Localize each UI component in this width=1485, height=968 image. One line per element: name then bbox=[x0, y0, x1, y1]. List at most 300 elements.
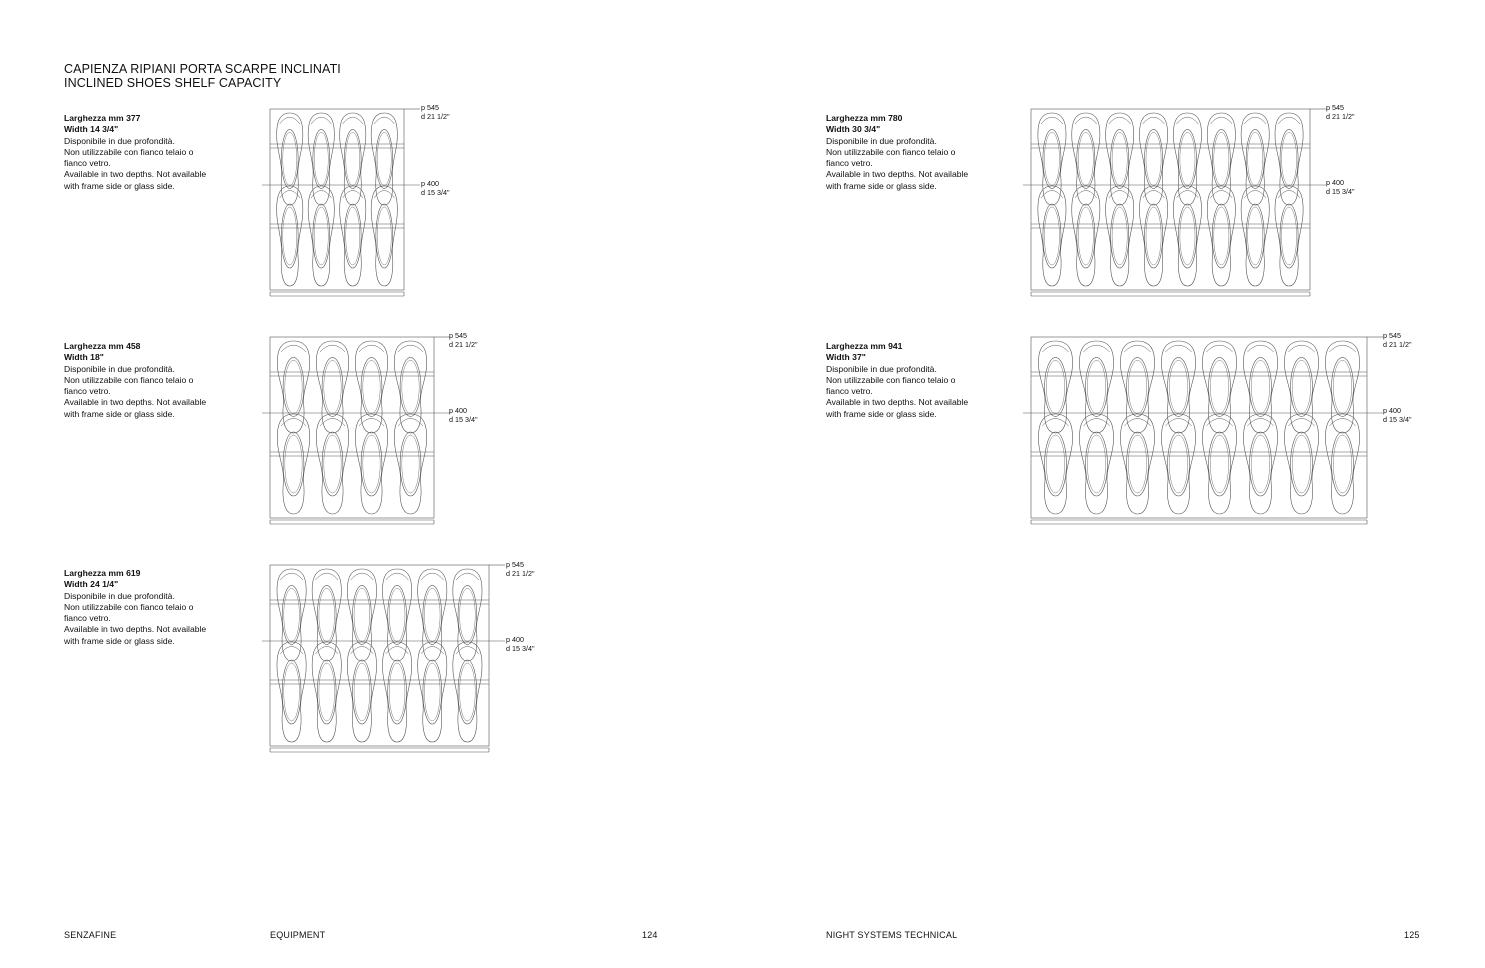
shelf-frame bbox=[1031, 109, 1310, 290]
shoe-sole bbox=[1202, 414, 1236, 514]
shoe-opening bbox=[1291, 358, 1313, 417]
dimension-p: p 545 bbox=[1383, 331, 1401, 340]
shelf-title-it: Larghezza mm 941 bbox=[826, 341, 903, 351]
shoe-sole bbox=[1284, 414, 1318, 514]
shoe-sole bbox=[340, 186, 366, 286]
shelf-note: Disponibile in due profondità. bbox=[826, 363, 937, 374]
shoe-outline bbox=[1241, 186, 1269, 286]
shoe-opening bbox=[1045, 358, 1067, 417]
shoe-opening bbox=[282, 660, 301, 724]
dimension-d: d 15 3/4" bbox=[1383, 414, 1412, 424]
dimension-p: p 545 bbox=[449, 331, 467, 340]
shoe-opening bbox=[322, 358, 343, 417]
shoe-sole bbox=[382, 642, 411, 742]
shoe-opening bbox=[400, 432, 421, 496]
shoe-sole bbox=[1038, 414, 1072, 514]
shoe-sole bbox=[418, 569, 447, 661]
shoe-insole bbox=[1333, 435, 1351, 493]
shoe-outline bbox=[1202, 414, 1236, 514]
shoe-opening bbox=[1077, 204, 1095, 268]
shoe-opening bbox=[388, 660, 407, 724]
shoe-insole bbox=[1146, 132, 1161, 185]
shoe-opening bbox=[313, 204, 330, 268]
shelf-note: with frame side or glass side. bbox=[826, 180, 937, 191]
shelf-note: with frame side or glass side. bbox=[64, 180, 175, 191]
shoe-insole bbox=[324, 435, 341, 493]
shoe-opening bbox=[1178, 204, 1196, 268]
shoe-outline bbox=[1139, 186, 1167, 286]
shoe-toe bbox=[421, 573, 444, 580]
shoe-insole bbox=[1180, 207, 1195, 265]
shoe-insole bbox=[1087, 360, 1105, 413]
shoe-toe bbox=[1124, 345, 1150, 352]
shoe-sole bbox=[1243, 414, 1277, 514]
shoe-toe bbox=[351, 573, 374, 580]
shoe-opening bbox=[1291, 432, 1313, 496]
shoe-sole bbox=[1038, 341, 1072, 433]
shoe-insole bbox=[1251, 360, 1269, 413]
shelf-941-drawing bbox=[1023, 332, 1385, 530]
shoe-insole bbox=[377, 132, 391, 185]
shoe-outline bbox=[394, 414, 426, 514]
shoe-sole bbox=[1207, 186, 1235, 286]
shoe-outline bbox=[1072, 186, 1100, 286]
shoe-insole bbox=[285, 435, 302, 493]
shoe-insole bbox=[346, 132, 360, 185]
shelf-title-it: Larghezza mm 780 bbox=[826, 113, 903, 123]
shoe-sole bbox=[1284, 341, 1318, 433]
shoe-sole bbox=[308, 186, 334, 286]
shoe-insole bbox=[1281, 132, 1296, 185]
shelf-note: Disponibile in due profondità. bbox=[64, 363, 175, 374]
shoe-opening bbox=[322, 432, 343, 496]
shoe-outline bbox=[355, 414, 387, 514]
shoe-opening bbox=[313, 130, 330, 189]
shoe-sole bbox=[277, 341, 309, 433]
shoe-sole bbox=[1325, 414, 1359, 514]
shoe-toe bbox=[1165, 345, 1191, 352]
shoe-outline bbox=[1325, 341, 1359, 433]
shoe-outline bbox=[1120, 341, 1154, 433]
dimension-depth-545 bbox=[1326, 104, 1355, 121]
shelf-note: Disponibile in due profondità. bbox=[64, 135, 175, 146]
shoe-toe bbox=[374, 117, 394, 124]
shoe-sole bbox=[1120, 414, 1154, 514]
shoe-toe bbox=[280, 573, 303, 580]
shoe-sole bbox=[347, 569, 376, 661]
shoe-outline bbox=[1161, 341, 1195, 433]
shoe-outline bbox=[347, 642, 376, 742]
shoe-outline bbox=[1243, 414, 1277, 514]
shelf-frame bbox=[270, 109, 404, 290]
shoe-opening bbox=[1212, 130, 1230, 189]
shoe-sole bbox=[1243, 341, 1277, 433]
shelf-note: with frame side or glass side. bbox=[826, 408, 937, 419]
shoe-outline bbox=[1243, 341, 1277, 433]
shoe-opening bbox=[1111, 130, 1129, 189]
shelf-title-en: Width 37" bbox=[826, 352, 866, 363]
shoe-insole bbox=[1044, 207, 1059, 265]
shelf-note: fianco vetro. bbox=[826, 158, 873, 169]
shoe-insole bbox=[1248, 132, 1263, 185]
shoe-outline bbox=[347, 569, 376, 661]
shelf-note: Non utilizzabile con fianco telaio o bbox=[64, 146, 194, 157]
shoe-sole bbox=[1106, 186, 1134, 286]
shoe-insole bbox=[1210, 435, 1228, 493]
dimension-d: d 21 1/2" bbox=[506, 568, 535, 578]
shoe-opening bbox=[281, 130, 298, 189]
shoe-outline bbox=[382, 642, 411, 742]
dimension-d: d 15 3/4" bbox=[421, 187, 450, 197]
shoe-sole bbox=[394, 414, 426, 514]
shoe-insole bbox=[285, 360, 302, 413]
shoe-sole bbox=[1120, 341, 1154, 433]
shoe-opening bbox=[388, 586, 407, 645]
shoe-insole bbox=[377, 207, 391, 265]
shoe-insole bbox=[354, 663, 370, 721]
shoe-outline bbox=[1173, 186, 1201, 286]
shoe-opening bbox=[423, 660, 442, 724]
shelf-frame bbox=[270, 565, 489, 746]
shoe-sole bbox=[308, 113, 334, 205]
shoe-sole bbox=[277, 569, 306, 661]
shoe-insole bbox=[389, 588, 405, 641]
dimension-depth-545 bbox=[1383, 332, 1412, 349]
shoe-sole bbox=[1139, 113, 1167, 205]
shoe-toe bbox=[1041, 117, 1063, 124]
shoe-outline bbox=[277, 414, 309, 514]
shoe-insole bbox=[1146, 207, 1161, 265]
shelf-note: with frame side or glass side. bbox=[64, 635, 175, 646]
shoe-opening bbox=[1250, 358, 1272, 417]
shelf-note: fianco vetro. bbox=[64, 158, 111, 169]
shoe-outline bbox=[453, 642, 482, 742]
shoe-outline bbox=[316, 414, 348, 514]
shoe-insole bbox=[1251, 435, 1269, 493]
shoe-sole bbox=[1038, 186, 1066, 286]
shoe-insole bbox=[1046, 360, 1064, 413]
shoe-outline bbox=[418, 569, 447, 661]
shoe-toe bbox=[1206, 345, 1232, 352]
shoe-toe bbox=[1177, 117, 1199, 124]
shoe-opening bbox=[1127, 432, 1149, 496]
shoe-outline bbox=[371, 113, 397, 205]
shelf-note: Available in two depths. Not available bbox=[64, 169, 207, 180]
shoe-sole bbox=[453, 642, 482, 742]
shoe-sole bbox=[277, 186, 303, 286]
shelf-title-en: Width 14 3/4" bbox=[64, 124, 119, 135]
dimension-depth-400 bbox=[506, 636, 535, 653]
shelf-619-drawing bbox=[262, 560, 507, 758]
shoe-sole bbox=[355, 414, 387, 514]
shoe-insole bbox=[1292, 435, 1310, 493]
shoe-opening bbox=[1043, 130, 1061, 189]
shoe-insole bbox=[324, 360, 341, 413]
shoe-opening bbox=[1077, 130, 1095, 189]
dimension-d: d 15 3/4" bbox=[449, 414, 478, 424]
footer-section: EQUIPMENT bbox=[270, 930, 326, 940]
shelf-note: Available in two depths. Not available bbox=[826, 169, 969, 180]
shoe-outline bbox=[308, 186, 334, 286]
shoe-outline bbox=[308, 113, 334, 205]
shoe-opening bbox=[1212, 204, 1230, 268]
shoe-outline bbox=[1173, 113, 1201, 205]
shoe-insole bbox=[1112, 207, 1127, 265]
shelf-frame bbox=[270, 337, 434, 518]
shoe-opening bbox=[317, 586, 336, 645]
shoe-opening bbox=[353, 586, 372, 645]
shoe-sole bbox=[394, 341, 426, 433]
shoe-outline bbox=[340, 113, 366, 205]
shoe-sole bbox=[1207, 113, 1235, 205]
shoe-opening bbox=[1145, 204, 1163, 268]
shoe-opening bbox=[1045, 432, 1067, 496]
shoe-sole bbox=[1275, 113, 1303, 205]
shelf-note: Non utilizzabile con fianco telaio o bbox=[826, 146, 956, 157]
shoe-sole bbox=[1275, 186, 1303, 286]
dimension-d: d 15 3/4" bbox=[506, 643, 535, 653]
shoe-toe bbox=[1143, 117, 1165, 124]
dimension-depth-545 bbox=[421, 104, 450, 121]
shelf-377-drawing bbox=[262, 104, 422, 302]
shoe-sole bbox=[1072, 186, 1100, 286]
shoe-outline bbox=[340, 186, 366, 286]
shoe-outline bbox=[1139, 113, 1167, 205]
shelf-note: fianco vetro. bbox=[826, 386, 873, 397]
shoe-outline bbox=[277, 569, 306, 661]
page-number-right: 125 bbox=[1404, 930, 1420, 940]
shoe-sole bbox=[1106, 113, 1134, 205]
shoe-sole bbox=[1038, 113, 1066, 205]
shoe-sole bbox=[277, 414, 309, 514]
shoe-opening bbox=[1168, 432, 1190, 496]
dimension-p: p 400 bbox=[506, 635, 524, 644]
shelf-780-description bbox=[826, 113, 1026, 192]
shoe-insole bbox=[389, 663, 405, 721]
dimension-depth-545 bbox=[449, 332, 478, 349]
shoe-insole bbox=[1169, 360, 1187, 413]
shoe-toe bbox=[1109, 117, 1131, 124]
shelf-title-it: Larghezza mm 377 bbox=[64, 113, 141, 123]
shoe-sole bbox=[316, 341, 348, 433]
shoe-insole bbox=[1046, 435, 1064, 493]
shoe-opening bbox=[458, 586, 477, 645]
shoe-opening bbox=[1280, 130, 1298, 189]
shoe-insole bbox=[1128, 435, 1146, 493]
shoe-insole bbox=[1078, 207, 1093, 265]
shoe-sole bbox=[1139, 186, 1167, 286]
dimension-p: p 400 bbox=[421, 179, 439, 188]
shoe-opening bbox=[1246, 204, 1264, 268]
shoe-insole bbox=[319, 588, 335, 641]
shoe-toe bbox=[1278, 117, 1300, 124]
shoe-insole bbox=[1292, 360, 1310, 413]
shoe-outline bbox=[1038, 414, 1072, 514]
dimension-d: d 21 1/2" bbox=[449, 339, 478, 349]
shoe-insole bbox=[283, 132, 297, 185]
shoe-insole bbox=[319, 663, 335, 721]
dimension-depth-400 bbox=[1383, 407, 1412, 424]
shoe-insole bbox=[424, 588, 440, 641]
shoe-toe bbox=[1083, 345, 1109, 352]
footer-brand: SENZAFINE bbox=[64, 930, 117, 940]
shoe-outline bbox=[312, 569, 341, 661]
shoe-opening bbox=[1250, 432, 1272, 496]
shoe-sole bbox=[1072, 113, 1100, 205]
shelf-note: Non utilizzabile con fianco telaio o bbox=[64, 374, 194, 385]
shoe-opening bbox=[1043, 204, 1061, 268]
shoe-insole bbox=[314, 207, 328, 265]
dimension-depth-400 bbox=[1326, 179, 1355, 196]
dimension-p: p 400 bbox=[449, 406, 467, 415]
shoe-outline bbox=[1072, 113, 1100, 205]
shoe-sole bbox=[340, 113, 366, 205]
shoe-outline bbox=[1325, 414, 1359, 514]
page-heading bbox=[64, 62, 341, 90]
shoe-sole bbox=[1241, 186, 1269, 286]
shoe-outline bbox=[312, 642, 341, 742]
shoe-insole bbox=[363, 360, 380, 413]
shoe-toe bbox=[280, 117, 300, 124]
dimension-depth-400 bbox=[421, 180, 450, 197]
shoe-insole bbox=[346, 207, 360, 265]
shoe-toe bbox=[1329, 345, 1355, 352]
shelf-619-description bbox=[64, 568, 264, 647]
shoe-outline bbox=[1284, 341, 1318, 433]
shoe-opening bbox=[317, 660, 336, 724]
shoe-toe bbox=[398, 345, 423, 352]
footer-chapter: NIGHT SYSTEMS TECHNICAL bbox=[826, 930, 958, 940]
shoe-sole bbox=[355, 341, 387, 433]
shoe-outline bbox=[1275, 186, 1303, 286]
shoe-outline bbox=[418, 642, 447, 742]
shoe-opening bbox=[281, 204, 298, 268]
shoe-insole bbox=[1128, 360, 1146, 413]
shelf-title-en: Width 30 3/4" bbox=[826, 124, 881, 135]
dimension-depth-545 bbox=[506, 561, 535, 578]
shoe-outline bbox=[1207, 113, 1235, 205]
shoe-insole bbox=[314, 132, 328, 185]
shoe-insole bbox=[1248, 207, 1263, 265]
shoe-opening bbox=[283, 358, 304, 417]
dimension-d: d 21 1/2" bbox=[421, 111, 450, 121]
shoe-opening bbox=[1209, 358, 1231, 417]
shoe-opening bbox=[1086, 358, 1108, 417]
shoe-insole bbox=[363, 435, 380, 493]
shelf-note: Available in two depths. Not available bbox=[64, 397, 207, 408]
shelf-title-it: Larghezza mm 619 bbox=[64, 568, 141, 578]
shoe-opening bbox=[1209, 432, 1231, 496]
shoe-outline bbox=[1079, 414, 1113, 514]
shoe-outline bbox=[277, 186, 303, 286]
dimension-d: d 21 1/2" bbox=[1326, 111, 1355, 121]
shoe-toe bbox=[386, 573, 409, 580]
shoe-insole bbox=[1210, 360, 1228, 413]
shelf-note: Disponibile in due profondità. bbox=[826, 135, 937, 146]
shoe-outline bbox=[371, 186, 397, 286]
shoe-sole bbox=[1161, 341, 1195, 433]
shoe-sole bbox=[1325, 341, 1359, 433]
shoe-outline bbox=[277, 341, 309, 433]
shoe-opening bbox=[361, 432, 382, 496]
shelf-note: Non utilizzabile con fianco telaio o bbox=[826, 374, 956, 385]
shelf-title-en: Width 24 1/4" bbox=[64, 579, 119, 590]
shoe-insole bbox=[402, 360, 419, 413]
shoe-sole bbox=[371, 113, 397, 205]
shoe-outline bbox=[453, 569, 482, 661]
shoe-insole bbox=[1169, 435, 1187, 493]
shelf-title-it: Larghezza mm 458 bbox=[64, 341, 141, 351]
shoe-toe bbox=[1210, 117, 1232, 124]
shoe-opening bbox=[458, 660, 477, 724]
shoe-outline bbox=[1038, 113, 1066, 205]
shoe-outline bbox=[382, 569, 411, 661]
shoe-opening bbox=[1246, 130, 1264, 189]
shoe-toe bbox=[456, 573, 479, 580]
shoe-sole bbox=[312, 569, 341, 661]
shoe-toe bbox=[320, 345, 345, 352]
dimension-p: p 545 bbox=[421, 103, 439, 112]
shoe-insole bbox=[1214, 207, 1229, 265]
shelf-note: fianco vetro. bbox=[64, 386, 111, 397]
shoe-outline bbox=[355, 341, 387, 433]
shoe-outline bbox=[1207, 186, 1235, 286]
shoe-outline bbox=[394, 341, 426, 433]
shoe-sole bbox=[1241, 113, 1269, 205]
shoe-outline bbox=[277, 113, 303, 205]
shoe-opening bbox=[376, 130, 393, 189]
shelf-458-drawing bbox=[262, 332, 452, 530]
shoe-opening bbox=[1111, 204, 1129, 268]
heading-italian: CAPIENZA RIPIANI PORTA SCARPE INCLINATI bbox=[64, 62, 341, 76]
shelf-title-en: Width 18" bbox=[64, 352, 104, 363]
shoe-toe bbox=[343, 117, 363, 124]
shelf-780-drawing bbox=[1023, 104, 1328, 302]
dimension-p: p 545 bbox=[506, 560, 524, 569]
shoe-opening bbox=[282, 586, 301, 645]
shoe-sole bbox=[418, 642, 447, 742]
shoe-insole bbox=[1078, 132, 1093, 185]
shoe-sole bbox=[1173, 113, 1201, 205]
shoe-insole bbox=[460, 663, 476, 721]
shelf-note: Available in two depths. Not available bbox=[826, 397, 969, 408]
shoe-sole bbox=[1079, 414, 1113, 514]
shoe-toe bbox=[281, 345, 306, 352]
shoe-outline bbox=[1120, 414, 1154, 514]
shelf-note: fianco vetro. bbox=[64, 613, 111, 624]
shoe-opening bbox=[423, 586, 442, 645]
shoe-opening bbox=[1168, 358, 1190, 417]
shoe-sole bbox=[1161, 414, 1195, 514]
shoe-outline bbox=[277, 642, 306, 742]
shoe-outline bbox=[316, 341, 348, 433]
shoe-sole bbox=[1079, 341, 1113, 433]
shoe-opening bbox=[361, 358, 382, 417]
shoe-opening bbox=[1332, 358, 1354, 417]
shoe-toe bbox=[1288, 345, 1314, 352]
shoe-outline bbox=[1106, 113, 1134, 205]
shoe-opening bbox=[283, 432, 304, 496]
shoe-insole bbox=[424, 663, 440, 721]
shoe-outline bbox=[1079, 341, 1113, 433]
shoe-sole bbox=[277, 113, 303, 205]
heading-english: INCLINED SHOES SHELF CAPACITY bbox=[64, 76, 282, 90]
shoe-insole bbox=[284, 588, 300, 641]
shelf-note: Disponibile in due profondità. bbox=[64, 590, 175, 601]
shoe-opening bbox=[1332, 432, 1354, 496]
shoe-sole bbox=[382, 569, 411, 661]
shelf-note: Non utilizzabile con fianco telaio o bbox=[64, 601, 194, 612]
